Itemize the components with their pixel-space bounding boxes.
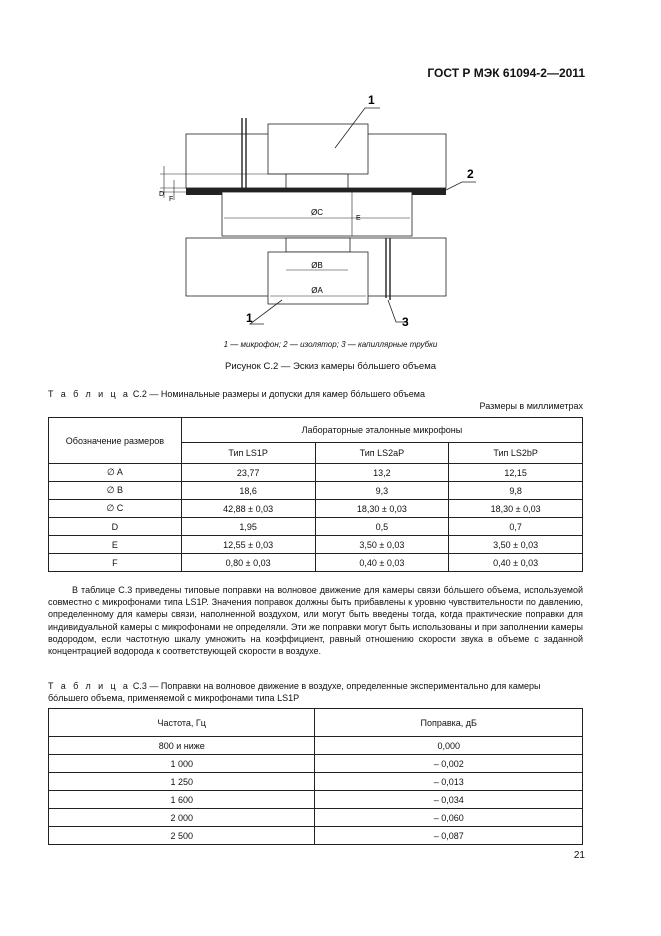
chamber-sketch-figure [159,88,490,338]
table-row [49,464,583,482]
table-row [49,755,583,773]
figure-legend: 1 — микрофон; 2 — изолятор; 3 — капиллярные трубки [223,340,438,349]
table-c2-title-text: — Номинальные размеры и допуски для камер бо́льшего объема [146,389,425,399]
table-cell: 1,95 [181,518,315,536]
table-cell: – 0,034 [315,791,583,809]
table-cell: ∅ A [49,464,182,482]
table-c2-number: С.2 [132,389,147,399]
table-c2-group-header: Лабораторные эталонные микрофоны [181,418,582,443]
dim-label-d: D [159,191,165,198]
table-cell: 18,6 [181,482,315,500]
dim-label-c: ØC [311,208,323,217]
table-row [49,518,583,536]
table-row [49,500,583,518]
table-cell: 3,50 ± 0,03 [315,536,449,554]
table-row [49,482,583,500]
table-cell: 18,30 ± 0,03 [449,500,583,518]
table-c2-title [48,389,588,399]
table-cell: 1 600 [49,791,315,809]
table-row [49,791,583,809]
table-c3-title [48,680,583,704]
table-c2-col-header: Тип LS2bP [449,443,583,464]
insulator-band-top [186,188,446,192]
dim-label-a: ØA [311,286,323,295]
body-paragraph: В таблице С.3 приведены типовые поправки на волновое движение для камеры связи бо́льшего объема, используемой совместно с микрофонами типа LS1P. Значения поправок должны быть прибавлены к уровню чувствительности по давлению, определенному для камеры связи, наполненной воздухом, или могут быть введены тогда, когда практические поправки для индивидуальной камеры с микрофонами не определяли. Эти же поправки могут быть использованы и при заполнении камеры водородом, если частотную шкалу умножить на коэффициент, равный отношению скорости звука в объеме с заданной концентрацией водорода к соответствующей скорости в воздухе. [48,585,583,657]
table-cell: 9,8 [449,482,583,500]
upper-mic-diaphragm [286,174,348,188]
table-cell: 0,7 [449,518,583,536]
table-row [49,809,583,827]
table-cell: 3,50 ± 0,03 [449,536,583,554]
callout-2: 2 [467,167,474,181]
insulator-band-right [412,192,446,195]
table-cell: 12,15 [449,464,583,482]
dim-label-f: F [169,196,174,203]
upper-mic-body [268,124,368,174]
table-cell: 0,40 ± 0,03 [449,554,583,572]
table-cell: 23,77 [181,464,315,482]
table-row [49,554,583,572]
table-c2-param-header: Обозначение размеров [49,418,182,464]
table-c2-label: Т а б л и ц а [48,389,131,399]
table-cell: – 0,013 [315,773,583,791]
dim-label-e: E [356,215,361,222]
table-c2-col-header: Тип LS1P [181,443,315,464]
table-cell: E [49,536,182,554]
table-row [49,827,583,845]
table-cell: – 0,087 [315,827,583,845]
table-cell: 1 250 [49,773,315,791]
table-cell: ∅ B [49,482,182,500]
table-cell: ∅ C [49,500,182,518]
table-c3-col-header: Частота, Гц [49,709,315,737]
table-cell: 1 000 [49,755,315,773]
page-number: 21 [573,850,585,861]
dim-label-b: ØB [311,261,323,270]
table-cell: 0,000 [315,737,583,755]
table-cell: F [49,554,182,572]
document-header: ГОСТ Р МЭК 61094-2—2011 [427,66,585,80]
table-c3-title-text: — Поправки на волновое движение в воздухе, определенные экспериментально для камеры бо́льшего объема, применяемой с микрофонами типа LS1P [48,681,541,703]
table-cell: – 0,002 [315,755,583,773]
table-c3-number: С.3 [132,681,147,691]
table-cell: 2 500 [49,827,315,845]
table-cell: 9,3 [315,482,449,500]
table-cell: – 0,060 [315,809,583,827]
table-c2-col-header: Тип LS2aP [315,443,449,464]
table-cell: 0,5 [315,518,449,536]
table-cell: 0,80 ± 0,03 [181,554,315,572]
figure-caption: Рисунок С.2 — Эскиз камеры бо́льшего объема [224,361,437,372]
table-cell: 2 000 [49,809,315,827]
callout-1-bottom: 1 [246,311,253,325]
lower-mic-diaphragm [286,238,350,252]
table-c2 [48,417,583,572]
table-row [49,737,583,755]
insulator-band-left [186,192,222,195]
table-cell: 18,30 ± 0,03 [315,500,449,518]
callout-3: 3 [402,315,409,329]
table-cell: 800 и ниже [49,737,315,755]
table-cell: 12,55 ± 0,03 [181,536,315,554]
table-cell: 42,88 ± 0,03 [181,500,315,518]
callout-1-top: 1 [368,93,375,107]
table-row [49,773,583,791]
table-c3 [48,708,583,845]
table-cell: 13,2 [315,464,449,482]
table-c3-label: Т а б л и ц а [48,681,131,691]
table-cell: 0,40 ± 0,03 [315,554,449,572]
table-c2-units: Размеры в миллиметрах [479,401,583,411]
table-cell: D [49,518,182,536]
table-c3-col-header: Поправка, дБ [315,709,583,737]
table-row [49,536,583,554]
